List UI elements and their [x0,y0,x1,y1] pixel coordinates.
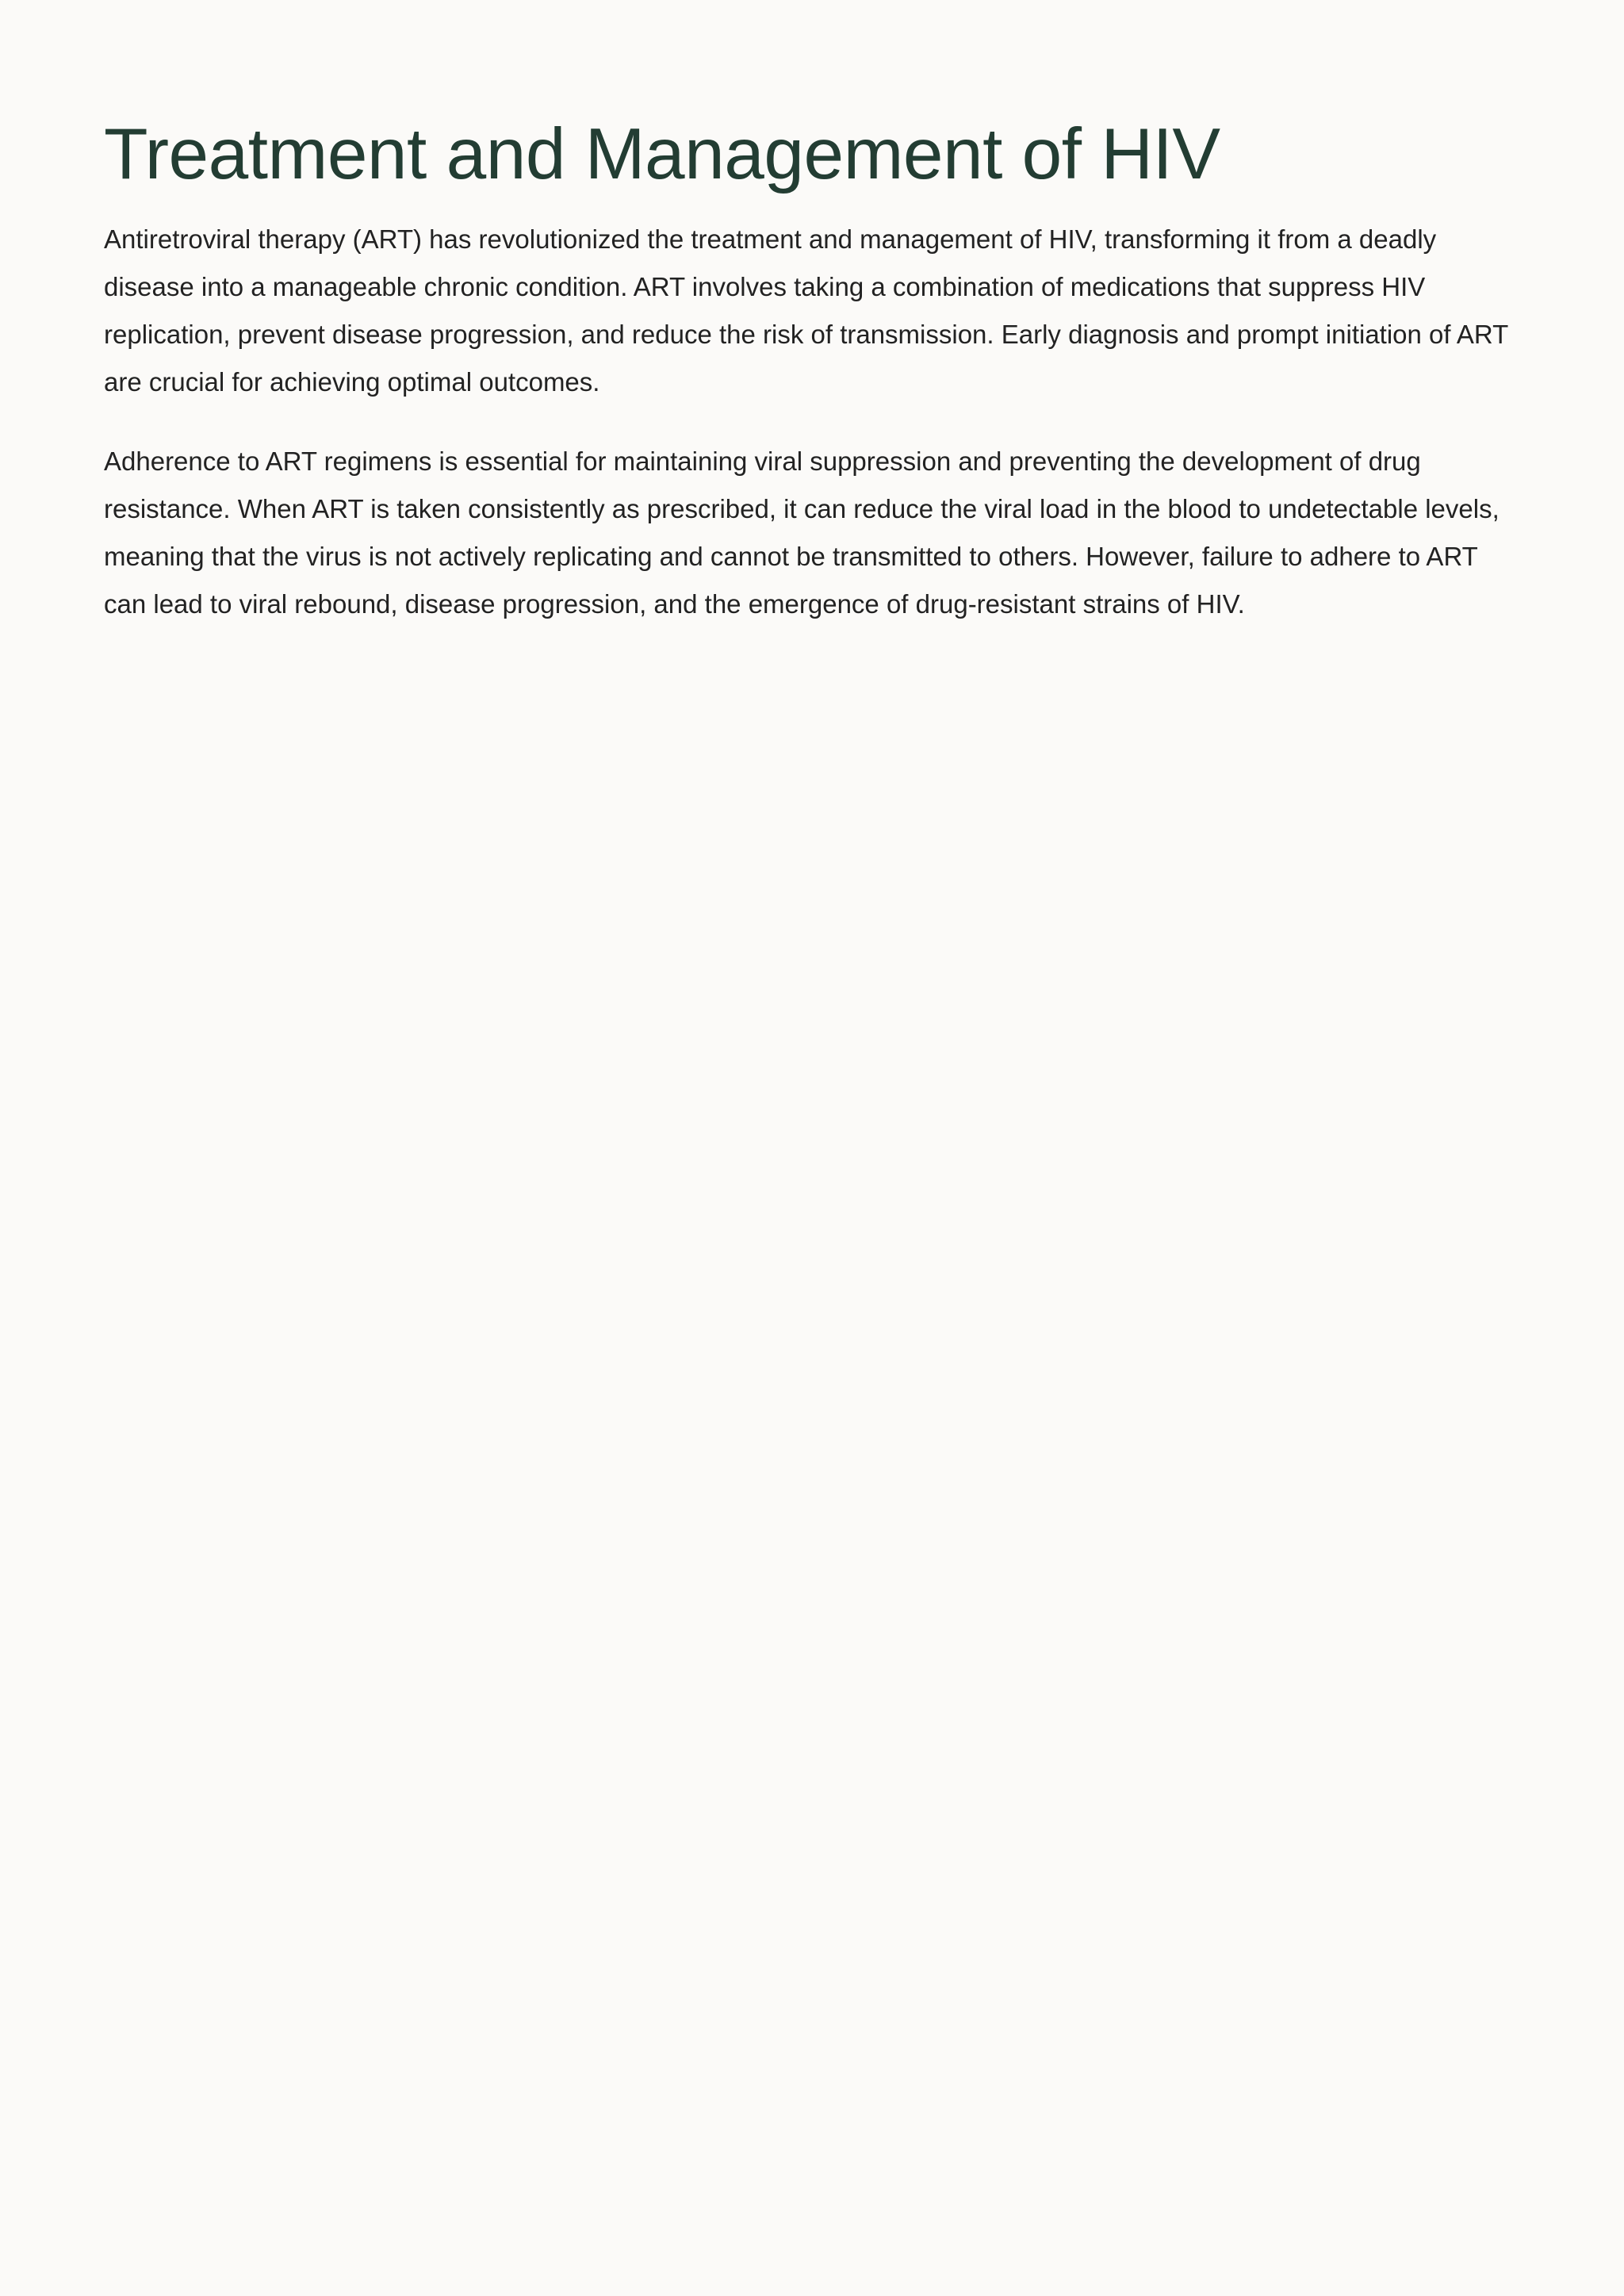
body-paragraph-adherence: Adherence to ART regimens is essential for maintaining viral suppression and preventing the development of drug resistance. When ART is taken consistently as prescribed, it can reduce the viral load in the blood to undetectable levels, meaning that the virus is not actively replicating and cannot be transmitted to others. However, failure to adhere to ART can lead to viral rebound, disease progression, and the emergence of drug-resistant strains of HIV. [104,447,1500,619]
document-page [104,111,1520,628]
page-title: Treatment and Management of HIV [104,114,1220,194]
body-paragraph-art-overview: Antiretroviral therapy (ART) has revolutionized the treatment and management of HIV, transforming it from a deadly disease into a manageable chronic condition. ART involves taking a combination of medications that suppress HIV replication, prevent disease progression, and reduce the risk of transmission. Early diagnosis and prompt initiation of ART are crucial for achieving optimal outcomes. [104,224,1508,397]
